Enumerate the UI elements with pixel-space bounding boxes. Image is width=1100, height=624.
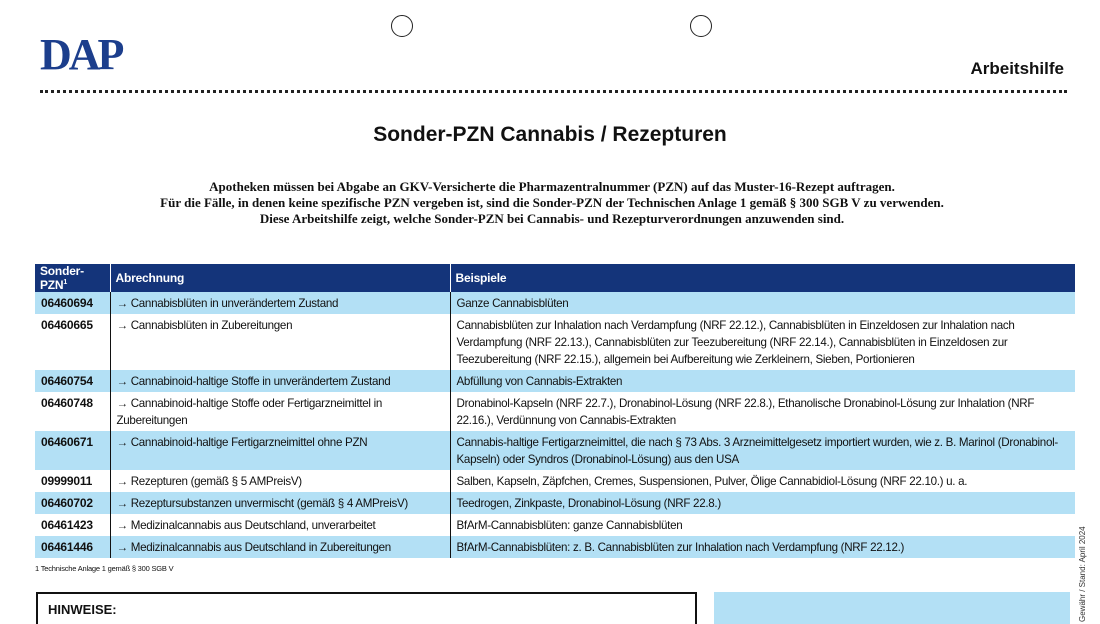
beispiele-cell: BfArM-Cannabisblüten: z. B. Cannabisblüten zur Inhalation nach Verdampfung (NRF 22.12.) bbox=[450, 536, 1075, 558]
intro-text bbox=[0, 179, 1100, 227]
table-row bbox=[35, 292, 1075, 314]
pzn-cell: 06460694 bbox=[35, 292, 110, 314]
beispiele-cell: Cannabisblüten zur Inhalation nach Verdampfung (NRF 22.12.), Cannabisblüten in Einzeldosen zur Inhalation nach Verdampfung (NRF 22.13.), Cannabisblüten zur Teezubereitung (NRF 22.14.), Cannabisblüten in Einzeldosen zur Teezubereitung (NRF 22.15.), allgemein bei Aufbereitung wie Zerkleinern, Sieben, Portionieren bbox=[450, 314, 1075, 370]
beispiele-cell: Abfüllung von Cannabis-Extrakten bbox=[450, 370, 1075, 392]
table-row bbox=[35, 370, 1075, 392]
beispiele-cell: Dronabinol-Kapseln (NRF 22.7.), Dronabinol-Lösung (NRF 22.8.), Ethanolische Dronabinol-Lösung zur Inhalation (NRF 22.16.), Verdünnung von Cannabis-Extrakten bbox=[450, 392, 1075, 431]
pzn-cell: 09999011 bbox=[35, 470, 110, 492]
header-beispiele: Beispiele bbox=[450, 264, 1075, 292]
hinweise-box bbox=[36, 592, 697, 624]
intro-line: Für die Fälle, in denen keine spezifische PZN vergeben ist, sind die Sonder-PZN der Technischen Anlage 1 gemäß § 300 SGB V zu verwenden. bbox=[160, 195, 944, 210]
table-row bbox=[35, 514, 1075, 536]
dap-logo: DAP bbox=[40, 30, 122, 79]
table-row bbox=[35, 431, 1075, 470]
abrechnung-cell: → Cannabinoid-haltige Stoffe oder Fertigarzneimittel in Zubereitungen bbox=[110, 392, 450, 431]
table-row bbox=[35, 492, 1075, 514]
header-sonder-pzn: Sonder-PZN$^1$ bbox=[35, 264, 110, 292]
pzn-cell: 06460748 bbox=[35, 392, 110, 431]
dotted-divider bbox=[40, 90, 1067, 93]
abrechnung-cell: → Cannabinoid-haltige Stoffe in unverändertem Zustand bbox=[110, 370, 450, 392]
pzn-cell: 06461423 bbox=[35, 514, 110, 536]
pzn-cell: 06460702 bbox=[35, 492, 110, 514]
page-title: Sonder-PZN Cannabis / Rezepturen bbox=[373, 123, 727, 146]
abrechnung-cell: → Cannabisblüten in unverändertem Zustand bbox=[110, 292, 450, 314]
sonder-pzn-table bbox=[35, 264, 1075, 558]
abrechnung-cell: → Cannabinoid-haltige Fertigarzneimittel ohne PZN bbox=[110, 431, 450, 470]
beispiele-cell: Ganze Cannabisblüten bbox=[450, 292, 1075, 314]
abrechnung-cell: → Medizinalcannabis aus Deutschland in Zubereitungen bbox=[110, 536, 450, 558]
intro-line: Diese Arbeitshilfe zeigt, welche Sonder-PZN bei Cannabis- und Rezepturverordnungen anzuwenden sind. bbox=[259, 211, 845, 226]
abrechnung-cell: → Medizinalcannabis aus Deutschland, unverarbeitet bbox=[110, 514, 450, 536]
beispiele-cell: BfArM-Cannabisblüten: ganze Cannabisblüten bbox=[450, 514, 1075, 536]
pzn-cell: 06460665 bbox=[35, 314, 110, 370]
hinweise-title: HINWEISE: bbox=[48, 602, 117, 617]
info-box bbox=[714, 592, 1070, 624]
header-abrechnung: Abrechnung bbox=[110, 264, 450, 292]
intro-line: Apotheken müssen bei Abgabe an GKV-Versicherte die Pharmazentralnummer (PZN) auf das Muster-16-Rezept auftragen. bbox=[209, 179, 895, 194]
table-row bbox=[35, 392, 1075, 431]
punch-hole bbox=[391, 15, 413, 37]
beispiele-cell: Teedrogen, Zinkpaste, Dronabinol-Lösung (NRF 22.8.) bbox=[450, 492, 1075, 514]
beispiele-cell: Cannabis-haltige Fertigarzneimittel, die nach § 73 Abs. 3 Arzneimittelgesetz importiert wurden, wie z. B. Marinol (Dronabinol-Kapseln) oder Syndros (Dronabinol-Lösung) aus den USA bbox=[450, 431, 1075, 470]
document-type-label: Arbeitshilfe bbox=[970, 59, 1064, 78]
side-note: Gewähr / Stand: April 2024 bbox=[1078, 526, 1087, 622]
pzn-cell: 06461446 bbox=[35, 536, 110, 558]
table-header-row bbox=[35, 264, 1075, 292]
pzn-cell: 06460754 bbox=[35, 370, 110, 392]
footnote: 1 Technische Anlage 1 gemäß § 300 SGB V bbox=[35, 564, 174, 573]
abrechnung-cell: → Rezeptursubstanzen unvermischt (gemäß § 4 AMPreisV) bbox=[110, 492, 450, 514]
table-row bbox=[35, 470, 1075, 492]
punch-hole bbox=[690, 15, 712, 37]
beispiele-cell: Salben, Kapseln, Zäpfchen, Cremes, Suspensionen, Pulver, Ölige Cannabidiol-Lösung (NRF 22.10.) u. a. bbox=[450, 470, 1075, 492]
table-row bbox=[35, 536, 1075, 558]
abrechnung-cell: → Rezepturen (gemäß § 5 AMPreisV) bbox=[110, 470, 450, 492]
pzn-cell: 06460671 bbox=[35, 431, 110, 470]
table-row bbox=[35, 314, 1075, 370]
abrechnung-cell: → Cannabisblüten in Zubereitungen bbox=[110, 314, 450, 370]
